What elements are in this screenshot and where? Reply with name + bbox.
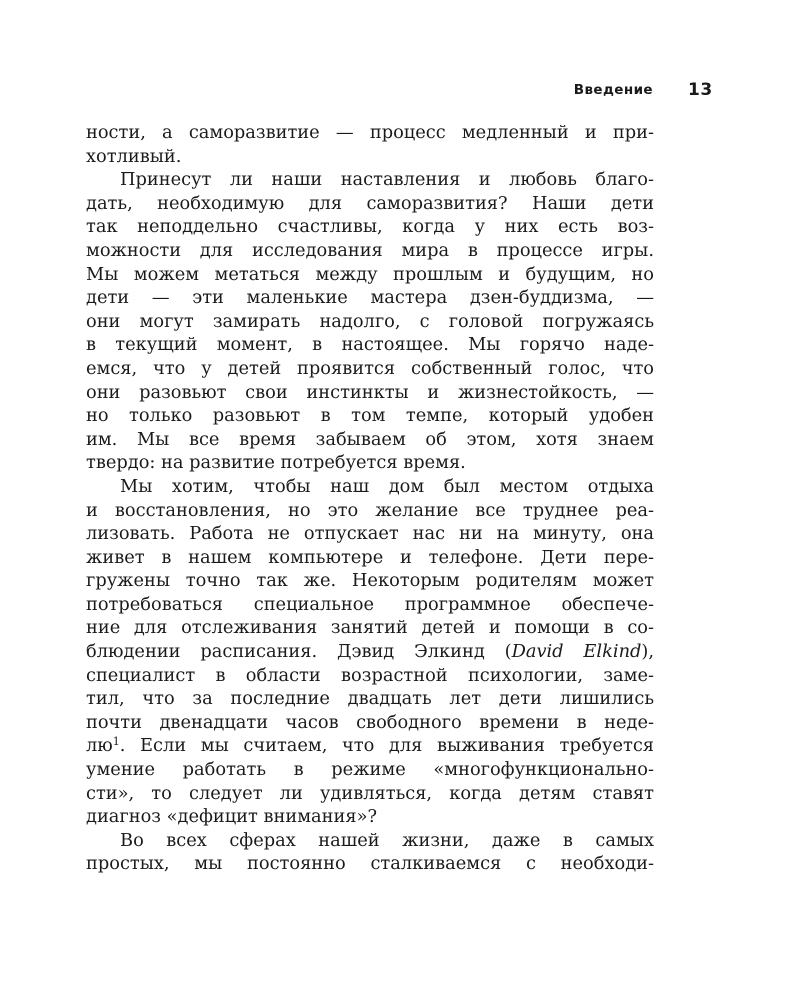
line-text: почти двенадцати часов свободного времени в неде- [86,711,654,733]
text-line [86,168,654,192]
line-text: так неподдельно счастливы, когда у них есть воз- [86,216,654,238]
text-line [86,381,654,405]
body-text [86,121,654,876]
text-line [86,593,654,617]
text-line [86,782,654,806]
line-text: ние для отслеживания занятий детей и помощи в со- [86,617,654,639]
line-text: но только разовьют в том темпе, который удобен [86,405,654,427]
text-line [86,734,654,758]
text-line [86,829,654,853]
text-line [86,546,654,570]
text-line [86,192,654,216]
text-line [86,404,654,428]
text-line [86,215,654,239]
line-text: дать, необходимую для саморазвития? Наши дети [86,192,654,214]
line-text: сти», то следует ли удивляться, когда детям ставят [86,782,654,804]
italic-name: David Elkind [511,641,642,663]
text-line [86,805,654,829]
text-line [86,522,654,546]
text-line [86,333,654,357]
line-text: ности, а саморазвитие — процесс медленный и при- [86,122,654,143]
line-text: Мы можем метаться между прошлым и будущим, но [86,263,654,285]
text-line [86,711,654,735]
line-text: они могут замирать надолго, с головой погружаясь [86,310,654,332]
line-text: дети — эти маленькие мастера дзен-буддизма, — [86,287,654,309]
text-line [86,263,654,287]
text-line [86,286,654,310]
text-line [86,239,654,263]
page-number: 13 [688,80,713,100]
text-line [86,121,654,145]
text-line [86,357,654,381]
text-line [86,664,654,688]
line-text: гружены точно так же. Некоторым родителям может [86,570,654,592]
line-text: простых, мы постоянно сталкиваемся с необходи- [86,853,654,875]
text-line [86,616,654,640]
line-text: твердо: на развитие потребуется время. [86,452,466,474]
text-line [86,499,654,523]
line-text: блюдении расписания. Дэвид Элкинд ( [86,641,512,663]
line-text: Мы хотим, чтобы наш дом был местом отдыха [120,475,654,497]
line-text: емся, что у детей проявится собственный голос, что [86,357,654,379]
section-title: Введение [573,82,653,98]
line-text: Принесут ли наши наставления и любовь благо- [120,169,654,191]
line-text: умение работать в режиме «многофункционально- [86,759,654,781]
line-text: и восстановления, но это желание все труднее реа- [86,499,654,521]
line-text: живет в нашем компьютере и телефоне. Дети пере- [86,546,654,568]
text-line [86,758,654,782]
line-text: лю [86,735,113,757]
line-text: диагноз «дефицит внимания»? [86,806,377,828]
text-line [86,852,654,876]
text-line [86,569,654,593]
text-line [86,145,654,169]
footnote-marker: 1 [112,735,120,749]
line-text: им. Мы все время забываем об этом, хотя знаем [86,428,654,450]
text-line [86,428,654,452]
line-text: тил, что за последние двадцать лет дети лишились [86,688,654,710]
text-line [86,310,654,334]
text-line [86,475,654,499]
line-text: они разовьют свои инстинкты и жизнестойкость, — [86,381,654,403]
line-text-tail: ), [641,641,654,663]
line-text: потребоваться специальное программное обеспече- [86,593,654,615]
line-text-tail: . Если мы считаем, что для выживания требуется [119,735,654,757]
text-line [86,451,654,475]
line-text: в текущий момент, в настоящее. Мы горячо наде- [86,334,654,356]
line-text: Во всех сферах нашей жизни, даже в самых [120,829,654,851]
line-text: лизовать. Работа не отпускает нас ни на минуту, она [86,523,654,545]
text-line [86,640,654,664]
line-text: специалист в области возрастной психологии, заме- [86,664,654,686]
line-text: можности для исследования мира в процессе игры. [86,239,654,261]
running-head [0,80,800,104]
line-text: хотливый. [86,145,182,167]
text-line [86,687,654,711]
